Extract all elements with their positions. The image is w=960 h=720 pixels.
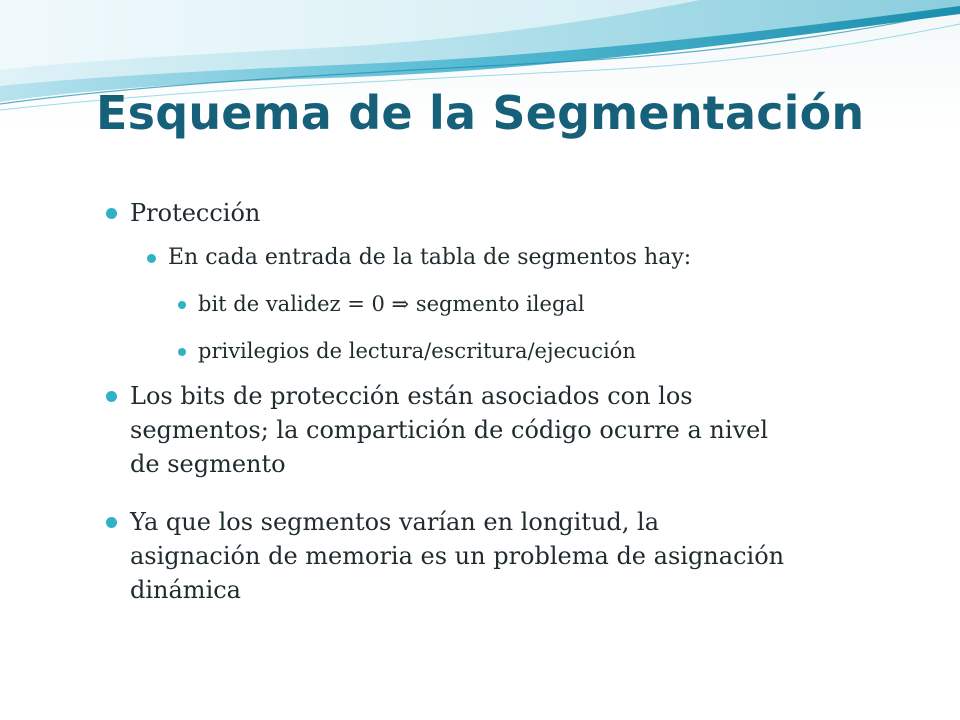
bullet-text-line: segmentos; la compartición de código ocurre a nivel xyxy=(130,416,769,444)
sub-bullet-tabla-segmentos xyxy=(168,243,691,273)
slide-title: Esquema de la Segmentación xyxy=(96,86,865,140)
bullet-text-line: dinámica xyxy=(130,576,241,604)
bullet-text-line: de segmento xyxy=(130,450,286,478)
bullet-proteccion xyxy=(130,196,260,230)
bullet-dot-icon xyxy=(147,254,156,263)
bullet-text: En cada entrada de la tabla de segmentos hay: xyxy=(168,245,692,270)
bullet-text: bit de validez = 0 ⇒ segmento ilegal xyxy=(198,292,585,316)
bullet-bits-proteccion xyxy=(130,379,768,481)
bullet-dot-icon xyxy=(106,517,117,528)
bullet-text-line: Ya que los segmentos varían en longitud, la xyxy=(130,508,660,536)
sub-sub-bullet-bit-validez xyxy=(198,289,585,319)
bullet-dot-icon xyxy=(178,348,186,356)
sub-sub-bullet-privilegios xyxy=(198,336,636,366)
bullet-dot-icon xyxy=(106,391,117,402)
bullet-text: privilegios de lectura/escritura/ejecución xyxy=(198,339,636,363)
bullet-text: Protección xyxy=(130,199,261,227)
bullet-text-line: Los bits de protección están asociados con los xyxy=(130,382,693,410)
bullet-asignacion-memoria xyxy=(130,505,784,607)
bullet-dot-icon xyxy=(178,301,186,309)
bullet-text-line: asignación de memoria es un problema de asignación xyxy=(130,542,785,570)
bullet-dot-icon xyxy=(106,208,117,219)
